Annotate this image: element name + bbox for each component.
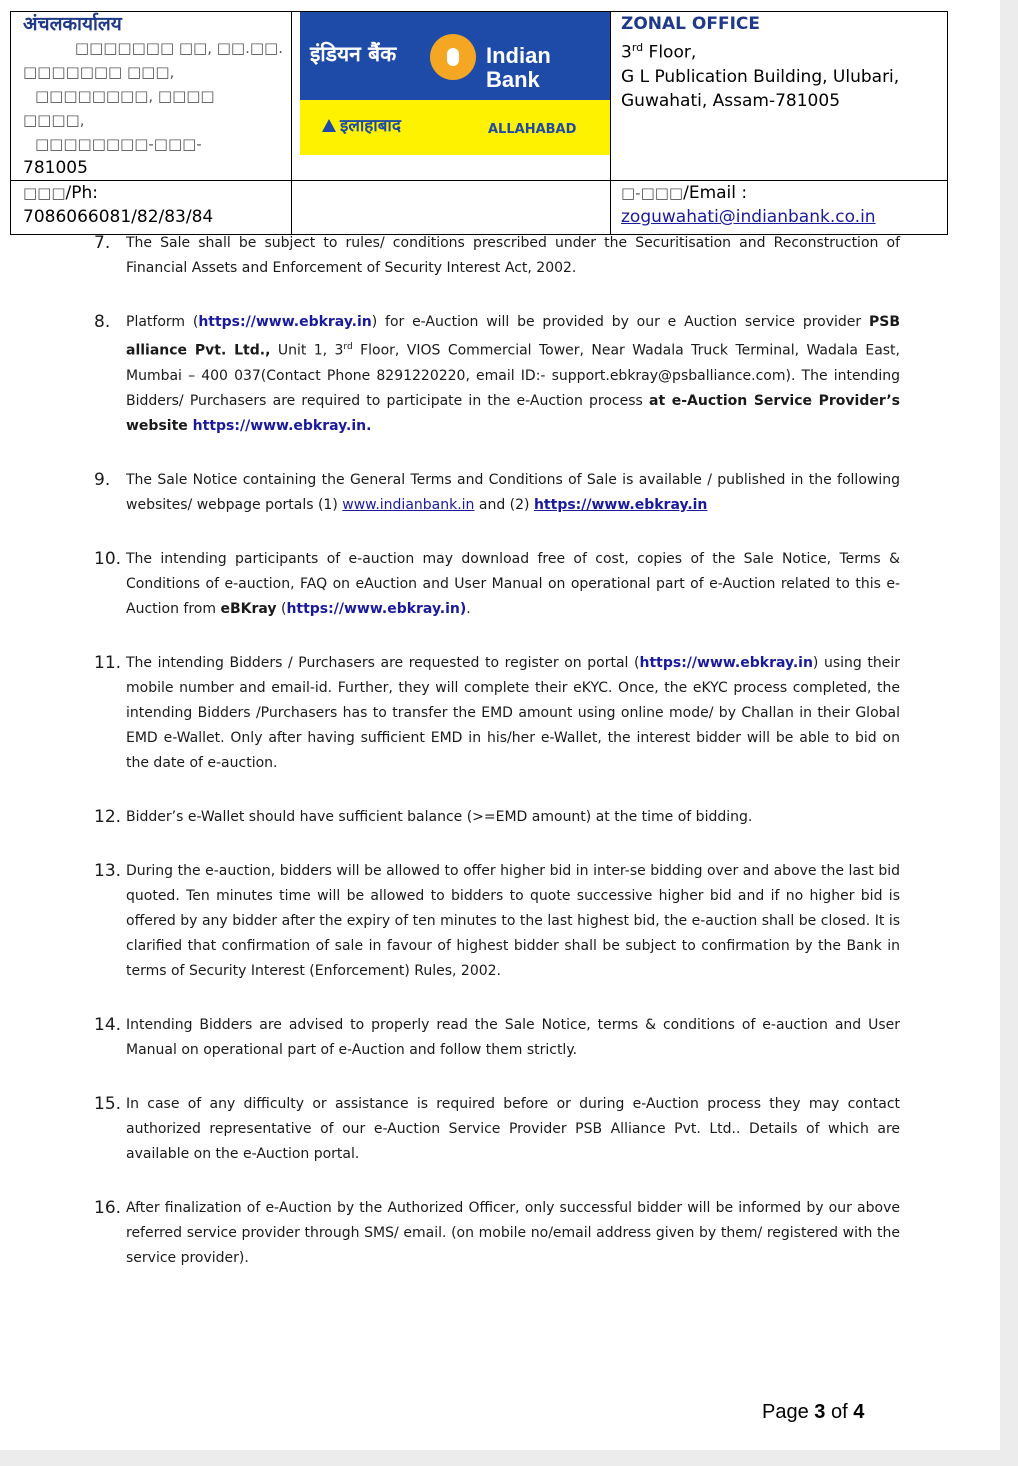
allahabad-english-text: ALLAHABAD (488, 122, 577, 137)
hindi-address-line-5: □□□□□□□□-□□□- (35, 135, 202, 153)
phone-label: □□□/Ph: (23, 183, 99, 203)
item-text: After finalization of e-Auction by the Authorized Officer, only successful bidder will be informed by our above referred service provider through SMS/ email. (on mobile no/email address given by them/ registered with the service provider). (126, 1199, 900, 1266)
logo-cell (292, 12, 611, 181)
item-number: 9. (94, 469, 111, 490)
item-text: In case of any difficulty or assistance is required before or during e-Auction process they may contact authorized representative of our e-Auction Service Provider PSB Alliance Pvt. Ltd.. Details of which are available on the e-Auction portal. (126, 1095, 900, 1162)
terms-list (94, 231, 900, 1300)
zonal-office-title: ZONAL OFFICE (621, 14, 761, 34)
item-number: 11. (94, 652, 122, 673)
item-number: 14. (94, 1014, 122, 1035)
item-text: Bidder’s e-Wallet should have sufficient balance (>=EMD amount) at the time of bidding. (126, 808, 753, 825)
list-item (94, 1013, 900, 1063)
allahabad-triangle-icon (322, 119, 336, 132)
indian-bank-logo (300, 12, 610, 155)
zonal-office-cell (611, 12, 948, 181)
ebkray-link[interactable]: https://www.ebkray.in (639, 654, 813, 671)
email-link[interactable]: zoguwahati@indianbank.co.in (621, 207, 876, 227)
indianbank-link[interactable]: www.indianbank.in (342, 496, 475, 513)
bank-emblem-icon (430, 34, 476, 80)
ebkray-link[interactable]: https://www.ebkray.in. (192, 417, 372, 434)
empty-cell (292, 181, 611, 235)
hindi-address-line-3: □□□□□□□□, □□□□ (35, 87, 215, 105)
hindi-address-pin: 781005 (23, 158, 88, 178)
list-item: 11. The intending Bidders / Purchasers are requested to register on portal (https://www.ebkray.in) using their mobile number and email-id. Further, they will complete their eKYC. Once, the eKYC process completed, the intending Bidders /Purchasers has to transfer the EMD amount using online mode/ by Challan in their Global EMD e-Wallet. Only after having sufficient EMD in his/her e-Wallet, the interest bidder will be able to bid on the date of e-auction. (94, 652, 900, 771)
email-label: □-□□□/Email : (621, 183, 748, 203)
hindi-address-cell (11, 12, 292, 181)
list-item (94, 805, 900, 830)
item-number: 13. (94, 860, 122, 881)
item-number: 16. (94, 1197, 122, 1218)
list-item (94, 859, 900, 984)
item-number: 12. (94, 806, 122, 827)
item-number: 10. (94, 548, 122, 569)
item-number: 8. (94, 312, 111, 332)
list-item: 8. Platform (https://www.ebkray.in) for e-Auction will be provided by our e Auction service provider PSB alliance Pvt. Ltd., Unit 1, 3rd Floor, VIOS Commercial Tower, Near Wadala Truck Terminal, Wadala East, Mumbai – 400 037(Contact Phone 8291220220, email ID:- support.ebkray@psballiance.com). The intending Bidders/ Purchasers are required to participate in the e-Auction process at e-Auction Service Provider’s website https://www.ebkray.in. (94, 312, 901, 434)
zonal-address-line-2: G L Publication Building, Ulubari, (621, 66, 900, 87)
ebkray-link[interactable]: https://www.ebkray.in (198, 314, 372, 330)
hindi-address-line-4: □□□□, (23, 111, 85, 129)
item-number: 15. (94, 1093, 122, 1114)
zonal-floor-line: 3rd Floor, (621, 41, 697, 63)
allahabad-hindi-label: इलाहाबाद (340, 116, 401, 136)
logo-english-text: Indian Bank (486, 43, 551, 92)
list-item: 9. The Sale Notice containing the General Terms and Conditions of Sale is available / published in the following websites/ webpage portals (1) www.indianbank.in and (2) https://www.ebkray.in (94, 469, 900, 513)
item-text: During the e-auction, bidders will be allowed to offer higher bid in inter-se bidding over and above the last bid quoted. Ten minutes time will be allowed to bidders to quote successive higher bid and if no higher bid is offered by any bidder after the expiry of ten minutes to the last highest bid, the e-auction shall be closed. It is clarified that confirmation of sale in favour of highest bidder shall be subject to confirmation by the Bank in terms of Security Interest (Enforcement) Rules, 2002. (126, 862, 900, 979)
list-item (94, 1196, 900, 1271)
allahabad-hindi-text (322, 114, 401, 138)
ebkray-link[interactable]: https://www.ebkray.in (533, 496, 708, 513)
page-number: Page 3 of 4 (762, 1401, 865, 1423)
hindi-address-line-2: □□□□□□□ □□□, (23, 63, 175, 81)
letterhead (10, 11, 948, 235)
email-cell (611, 181, 948, 235)
item-text: The Sale shall be subject to rules/ conditions prescribed under the Securitisation and Reconstruction of Financial Assets and Enforcement of Security Interest Act, 2002. (126, 235, 900, 276)
hindi-address-line-1: □□□□□□□ □□, □□.□□. (74, 39, 283, 57)
item-number: 7. (94, 233, 111, 253)
hindi-office-title: अंचलकार्यालय (23, 13, 122, 35)
list-item (94, 1092, 900, 1167)
list-item: 10. The intending participants of e-auction may download free of cost, copies of the Sale Notice, Terms & Conditions of e-auction, FAQ on eAuction and User Manual on operational part of e-Auction related to this e-Auction from eBKray (https://www.ebkray.in). (94, 548, 900, 617)
zonal-address-line-3: Guwahati, Assam-781005 (621, 90, 841, 111)
provider-name: PSB alliance Pvt. Ltd., (126, 314, 900, 359)
item-text: Intending Bidders are advised to properly read the Sale Notice, terms & conditions of e-auction and User Manual on operational part of e-Auction and follow them strictly. (126, 1016, 900, 1058)
phone-number: 7086066081/82/83/84 (23, 207, 214, 227)
phone-cell (11, 181, 292, 235)
list-item (94, 231, 900, 281)
logo-hindi-text: इंडियन बैंक (310, 42, 397, 66)
ebkray-link[interactable]: https://www.ebkray.in) (286, 600, 467, 617)
provider-website-label: at e-Auction Service Provider’s website (126, 392, 900, 434)
